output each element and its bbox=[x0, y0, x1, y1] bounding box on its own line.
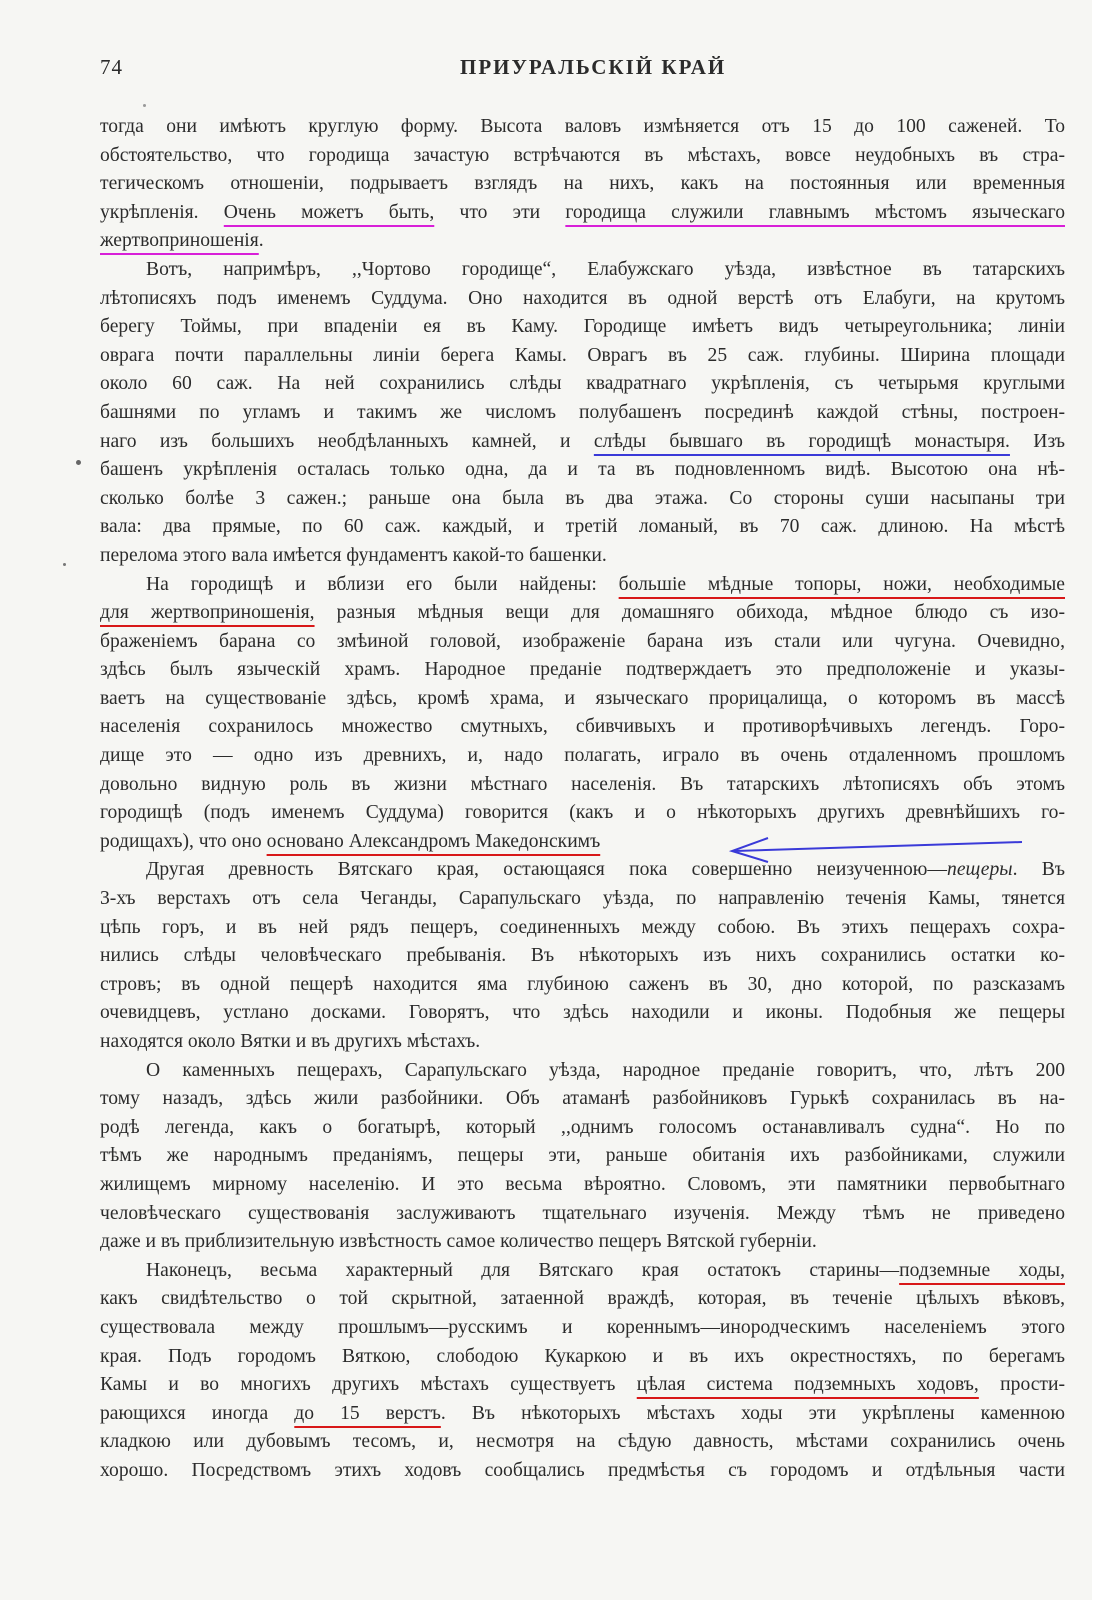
text-line: ваетъ на существованіе здѣсь, кромѣ храма, и языческаго прорицалища, о которомъ въ массѣ bbox=[100, 687, 1065, 709]
text-line: На городищѣ и вблизи его были найдены: большіе мѣдные топоры, ножи, необходимые bbox=[146, 573, 1065, 595]
text-line: тому назадъ, здѣсь жили разбойники. Объ атаманѣ разбойниковъ Гурькѣ сохранилась въ на- bbox=[100, 1088, 1065, 1110]
text-line: здѣсь былъ языческій храмъ. Народное преданіе подтверждаетъ это предположеніе и указы- bbox=[100, 659, 1065, 681]
magenta-underline: Очень можетъ быть, bbox=[223, 201, 435, 223]
text-line: Камы и во многихъ другихъ мѣстахъ существуетъ цѣлая система подземныхъ ходовъ, прости- bbox=[100, 1374, 1065, 1396]
ink-speck bbox=[143, 104, 146, 107]
text-line: довольно видную роль въ жизни мѣстнаго населенія. Въ татарскихъ лѣтописяхъ объ этомъ bbox=[100, 773, 1065, 795]
text-line: тегическомъ отношеніи, подрываетъ взглядъ на нихъ, какъ на постоянныя или временныя bbox=[100, 173, 1065, 195]
page-edge bbox=[1092, 0, 1115, 1600]
magenta-underline: городища служили главнымъ мѣстомъ языческаго bbox=[565, 201, 1065, 223]
text-line: для жертвоприношенія, разныя мѣдныя вещи для домашняго обихода, мѣдное блюдо съ изо- bbox=[100, 602, 1065, 624]
text-line: человѣческаго существованія заслуживаютъ тщательнаго изученія. Между тѣмъ не приведено bbox=[100, 1202, 1065, 1224]
magenta-underline: жертвоприношенія bbox=[100, 230, 259, 252]
text-line: 3-хъ верстахъ отъ села Чеганды, Сарапульскаго уѣзда, по направленію теченія Камы, тянется bbox=[100, 888, 1065, 910]
text-line: тогда они имѣютъ круглую форму. Высота валовъ измѣняется отъ 15 до 100 саженей. То bbox=[100, 116, 1065, 137]
text-line: находятся около Вятки и въ другихъ мѣстахъ. bbox=[100, 1031, 481, 1052]
red-underline: основано Александромъ Македонскимъ bbox=[266, 830, 601, 852]
text-line: браженіемъ барана со змѣиной головой, изображеніе барана изъ стали или чугуна. Очевидно, bbox=[100, 630, 1065, 652]
text-line: существовала между прошлымъ—русскимъ и кореннымъ—инородческимъ населеніемъ этого bbox=[100, 1316, 1065, 1338]
text-line: наго изъ большихъ необдѣланныхъ камней, и слѣды бывшаго въ городищѣ монастыря. Изъ bbox=[100, 430, 1065, 452]
text-line: населенія сохранилось множество смутныхъ, сбивчивыхъ и противорѣчивыхъ легендъ. Горо- bbox=[100, 716, 1065, 738]
blue-underline: слѣды бывшаго въ городищѣ монастыря. bbox=[593, 430, 1010, 452]
text-line: какъ свидѣтельство о той скрытной, затаенной враждѣ, которая, въ теченіе цѣлыхъ вѣковъ, bbox=[100, 1288, 1065, 1310]
text-line: О каменныхъ пещерахъ, Сарапульскаго уѣзда, народное преданіе говоритъ, что, лѣтъ 200 bbox=[146, 1059, 1065, 1081]
text-line: жертвоприношенія. bbox=[100, 230, 264, 252]
text-line: цѣпь горъ, и въ ней рядъ пещеръ, соединенныхъ между собою. Въ этихъ пещерахъ сохра- bbox=[100, 916, 1065, 938]
red-underline: большіе мѣдные топоры, ножи, необходимые bbox=[618, 573, 1065, 595]
page-number: 74 bbox=[100, 55, 123, 79]
red-underline: до 15 верстъ bbox=[294, 1402, 441, 1424]
margin-mark bbox=[76, 460, 81, 465]
text-line: городищѣ (подъ именемъ Суддума) говорится (какъ и о нѣкоторыхъ другихъ древнѣйшихъ го- bbox=[100, 802, 1065, 824]
text-line: башнями по угламъ и такимъ же числомъ полубашенъ посрединѣ каждой стѣны, построен- bbox=[100, 401, 1065, 423]
body-text bbox=[100, 113, 1065, 1486]
text-line: обстоятельство, что городища зачастую встрѣчаются въ мѣстахъ, вовсе неудобныхъ въ стра- bbox=[100, 144, 1065, 166]
text-line: родѣ легенда, какъ о богатырѣ, который ,,однимъ голосомъ останавливалъ судна“. Но по bbox=[100, 1116, 1065, 1138]
red-underline: для жертвоприношенія, bbox=[100, 602, 315, 624]
text-line: перелома этого вала имѣется фундаментъ какой-то башенки. bbox=[100, 544, 607, 566]
text-line: нились слѣды человѣческаго пребыванія. Въ нѣкоторыхъ изъ нихъ сохранились остатки ко- bbox=[100, 945, 1065, 967]
red-underline: подземные ходы, bbox=[899, 1259, 1065, 1281]
text-line: стровъ; въ одной пещерѣ находится яма глубиною саженъ въ 30, дно которой, по разсказамъ bbox=[100, 973, 1065, 995]
text-line: хорошо. Посредствомъ этихъ ходовъ сообщались предмѣстья съ городомъ и отдѣльныя части bbox=[100, 1459, 1065, 1481]
text-line: укрѣпленія. Очень можетъ быть, что эти городища служили главнымъ мѣстомъ языческаго bbox=[100, 201, 1065, 223]
text-line: оврага почти параллельны линіи берега Камы. Оврагъ въ 25 саж. глубины. Ширина площади bbox=[100, 344, 1065, 366]
text-line: Наконецъ, весьма характерный для Вятскаго края остатокъ старины—подземные ходы, bbox=[146, 1259, 1065, 1281]
margin-dot bbox=[63, 563, 66, 566]
text-line: кладкою или дубовымъ тесомъ, и, несмотря на сѣдую давность, мѣстами сохранились очень bbox=[100, 1431, 1065, 1453]
text-line: жилищемъ мирному населенію. И это весьма вѣроятно. Словомъ, эти памятники первобытнаго bbox=[100, 1173, 1065, 1195]
red-underline: цѣлая система подземныхъ ходовъ, bbox=[636, 1374, 979, 1396]
text-line: рающихся иногда до 15 верстъ. Въ нѣкоторыхъ мѣстахъ ходы эти укрѣплены каменною bbox=[100, 1402, 1065, 1424]
text-line: сколько болѣе 3 сажен.; раньше она была въ два этажа. Со стороны суши насыпаны три bbox=[100, 487, 1065, 509]
text-line: края. Подъ городомъ Вяткою, слободою Кукаркою и въ ихъ окрестностяхъ, по берегамъ bbox=[100, 1345, 1065, 1367]
text-line: родищахъ), что оно основано Александромъ Македонскимъ bbox=[100, 830, 601, 852]
running-head: ПРИУРАЛЬСКІЙ КРАЙ bbox=[460, 55, 727, 79]
text-line: тѣмъ же народнымъ преданіямъ, пещеры эти, раньше обитанія ихъ разбойниками, служили bbox=[100, 1145, 1065, 1167]
text-line: Другая древность Вятскаго края, остающаяся пока совершенно неизученною—пещеры. Въ bbox=[146, 859, 1066, 881]
text-line: очевидцевъ, устлано досками. Говорятъ, что здѣсь находили и иконы. Подобныя же пещеры bbox=[100, 1002, 1065, 1024]
text-line: Вотъ, напримѣръ, ,,Чортово городище“, Елабужскаго уѣзда, извѣстное въ татарскихъ bbox=[146, 258, 1065, 280]
text-line: около 60 саж. На ней сохранились слѣды квадратнаго укрѣпленія, съ четырьмя круглыми bbox=[100, 373, 1065, 395]
text-line: даже и въ приблизительную извѣстность самое количество пещеръ Вятской губерніи. bbox=[100, 1231, 817, 1253]
text-line: дище это — одно изъ древнихъ, и, надо полагать, играло въ очень отдаленномъ прошломъ bbox=[100, 745, 1065, 767]
text-line: вала: два прямые, по 60 саж. каждый, и третій ломаный, въ 70 саж. длиною. На мѣстѣ bbox=[100, 516, 1065, 538]
text-line: башенъ укрѣпленія осталась только одна, да и та въ подновленномъ видѣ. Высотою она нѣ- bbox=[100, 459, 1065, 481]
text-line: лѣтописяхъ подъ именемъ Суддума. Оно находится въ одной верстѣ отъ Елабуги, на крутомъ bbox=[100, 287, 1065, 309]
text-line: берегу Тоймы, при впаденіи ея въ Каму. Городище имѣетъ видъ четыреугольника; линіи bbox=[100, 316, 1065, 338]
